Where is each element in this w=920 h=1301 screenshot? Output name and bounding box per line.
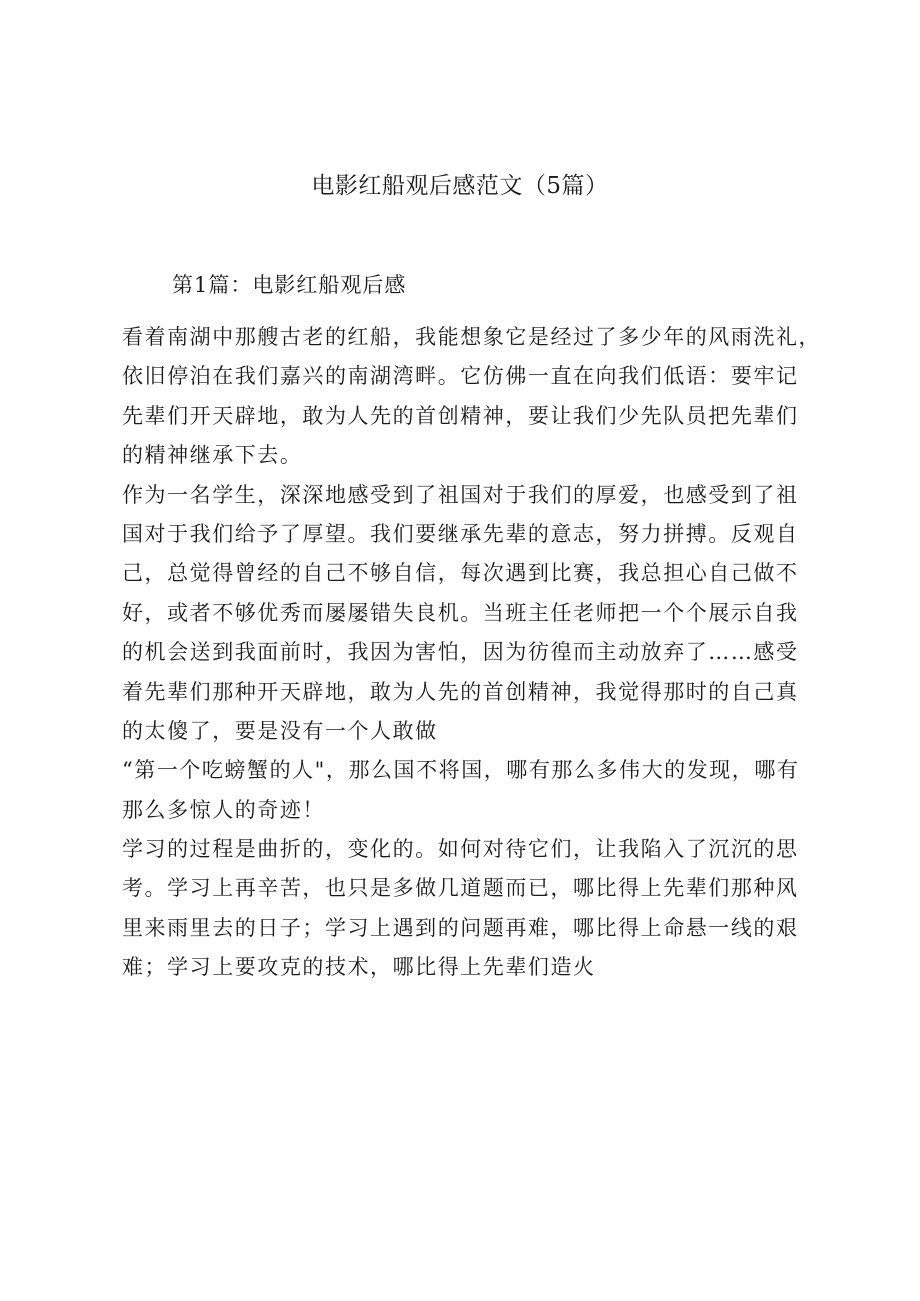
- text-line: 依旧停泊在我们嘉兴的南湖湾畔。它仿佛一直在向我们低语：要牢记: [122, 364, 799, 389]
- text-line: 里来雨里去的日子；学习上遇到的问题再难，哪比得上命悬一线的艰: [122, 915, 799, 940]
- paragraph: [122, 476, 822, 752]
- text-line: 着先辈们那种开天辟地，敢为人先的首创精神，我觉得那时的自己真: [122, 679, 799, 704]
- paragraph: [122, 830, 822, 988]
- section-heading: 第1篇：电影红船观后感: [172, 273, 407, 297]
- text-line: 先辈们开天辟地，敢为人先的首创精神，要让我们少先队员把先辈们: [122, 403, 799, 428]
- text-line: 学习的过程是曲折的，变化的。如何对待它们，让我陷入了沉沉的思: [122, 837, 799, 862]
- paragraph: [122, 318, 822, 476]
- text-line: 国对于我们给予了厚望。我们要继承先辈的意志，努力拼搏。反观自: [122, 521, 799, 546]
- text-line: 那么多惊人的奇迹！: [122, 797, 325, 822]
- text-line: 的太傻了，要是没有一个人敢做: [122, 718, 438, 743]
- text-line: 作为一名学生，深深地感受到了祖国对于我们的厚爱，也感受到了祖: [122, 482, 799, 507]
- text-line: 难；学习上要攻克的技术，哪比得上先辈们造火: [122, 955, 596, 980]
- text-line: 考。学习上再辛苦，也只是多做几道题而已，哪比得上先辈们那种风: [122, 876, 799, 901]
- text-line: 的机会送到我面前时，我因为害怕，因为彷徨而主动放弃了……感受: [122, 640, 799, 665]
- document-title: 电影红船观后感范文（5篇）: [311, 173, 609, 199]
- text-line: 好，或者不够优秀而屡屡错失良机。当班主任老师把一个个展示自我: [122, 600, 799, 625]
- text-line: 己，总觉得曾经的自己不够自信，每次遇到比赛，我总担心自己做不: [122, 561, 799, 586]
- text-line: “第一个吃螃蟹的人"，那么国不将国，哪有那么多伟大的发现，哪有: [122, 758, 800, 783]
- text-line: 的精神继承下去。: [122, 443, 303, 468]
- paragraph: [122, 751, 822, 830]
- body-text: [122, 318, 822, 988]
- text-line: 看着南湖中那艘古老的红船，我能想象它是经过了多少年的风雨洗礼，: [122, 325, 822, 349]
